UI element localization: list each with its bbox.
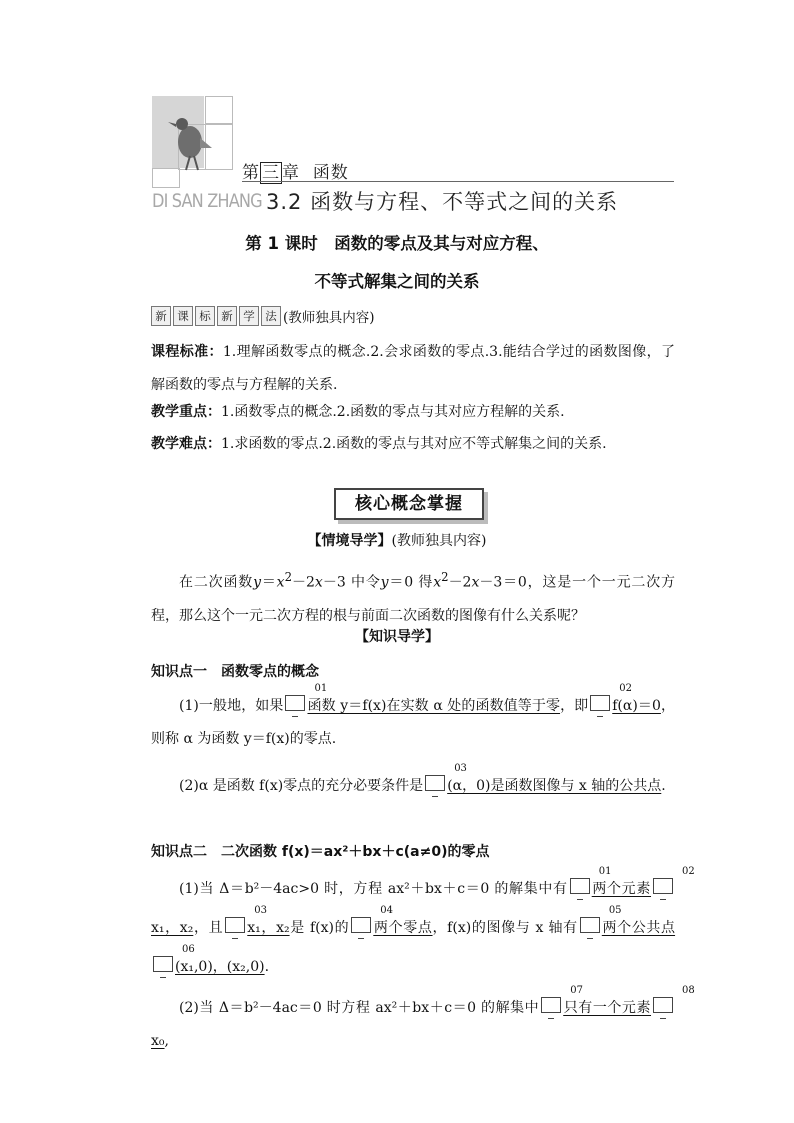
tag-char: 新 <box>217 306 237 326</box>
situation-note: (教师独具内容) <box>391 533 487 549</box>
blank-number: 06 <box>182 944 195 955</box>
chapter-suffix: 章 <box>282 163 300 183</box>
blank-number: 05 <box>608 905 622 916</box>
blank-number: 08 <box>682 985 695 996</box>
blank-number-box <box>225 905 267 933</box>
blank-number: 03 <box>254 905 267 916</box>
kp2-answer: 两个零点 <box>373 920 433 936</box>
kp2-answer: x₀ <box>151 1033 165 1049</box>
kp2-item2 <box>151 985 695 1058</box>
kp1-text: ，则称 α 为函数 y＝f(x)的零点. <box>151 698 675 747</box>
kp2-title <box>151 836 675 869</box>
chapter-prefix: 第 <box>242 163 260 183</box>
difficulty-text: 1.求函数的零点.2.函数的零点与其对应不等式解集之间的关系. <box>221 436 607 452</box>
kp1-text: . <box>661 778 666 794</box>
kp1-text: (2)α 是函数 f(x)零点的充分必要条件是 <box>179 778 424 794</box>
blank-number-box <box>425 763 467 791</box>
standards-label: 课程标准： <box>151 344 223 360</box>
chapter-name: 函数 <box>312 163 349 183</box>
blank-number: 01 <box>314 683 328 694</box>
blank-number-box <box>285 683 328 711</box>
kp2-answer: (x₁,0)，(x₂,0) <box>175 959 265 975</box>
blank-number: 07 <box>570 985 583 996</box>
knowledge-heading-text: 【知识导学】 <box>355 629 439 645</box>
teaching-focus <box>151 396 675 429</box>
kp1-answer: 函数 y＝f(x)在实数 α 处的函数值等于零 <box>307 698 561 714</box>
tag-char: 法 <box>261 306 281 326</box>
section-title: 3.2 函数与方程、不等式之间的关系 <box>266 190 619 214</box>
tag-char: 课 <box>173 306 193 326</box>
lesson-title-line2: 不等式解集之间的关系 <box>314 272 480 291</box>
chapter-number: 三 <box>262 163 280 183</box>
blank-number: 01 <box>598 866 612 877</box>
situation-paragraph: 在二次函数$y=x^2-2x-3$ 中令y＝0 得$x^2-2x-3=0$，这是一个一元二次方程，那么这个一元二次方程的根与前面二次函数的图像有什么关系呢？ <box>151 570 676 624</box>
kp2-answer: x₁，x₂ <box>151 920 194 936</box>
kp2-text: ，f(x)的图像与 x 轴有 <box>432 920 578 936</box>
kp2-title-text: 知识点二 二次函数 f(x)＝ax²＋bx＋c(a≠0)的零点 <box>151 844 490 860</box>
blank-number-box <box>580 905 622 933</box>
difficulty-label: 教学难点： <box>151 436 221 452</box>
blank-number-box <box>351 905 394 933</box>
tag-char: 标 <box>195 306 215 326</box>
blank-number-box <box>153 944 195 972</box>
focus-text: 1.函数零点的概念.2.函数的零点与其对应方程解的关系. <box>221 404 565 420</box>
teaching-difficulty <box>151 428 675 461</box>
kp2-text: , <box>164 1033 169 1049</box>
tag-char: 学 <box>239 306 259 326</box>
kp2-text: (1)当 Δ＝b²－4ac>0 时，方程 ax²＋bx＋c＝0 的解集中有 <box>179 881 568 897</box>
blank-number: 02 <box>619 683 632 694</box>
kp1-answer: f(α)＝0 <box>612 698 661 714</box>
kp2-text: 是 f(x)的 <box>289 920 350 936</box>
tag-note: (教师独具内容) <box>283 310 375 326</box>
kp1-item2 <box>151 763 675 803</box>
blank-number-box <box>653 866 695 894</box>
standards-text: 1.理解函数零点的概念.2.会求函数的零点.3.能结合学过的函数图像，了解函数的零点与方程解的关系. <box>151 344 675 393</box>
kp2-text: . <box>264 959 270 975</box>
blank-number: 02 <box>682 866 695 877</box>
blank-number: 03 <box>454 763 467 774</box>
kp1-answer: (α，0)是函数图像与 x 轴的公共点 <box>447 778 662 794</box>
kp1-text: ，即 <box>560 698 589 714</box>
blank-number-box <box>541 985 583 1013</box>
lesson-title-line1: 第 1 课时 函数的零点及其与对应方程、 <box>245 234 549 253</box>
blank-number: 04 <box>380 905 394 916</box>
situation-heading <box>0 530 794 550</box>
kp2-text: ，且 <box>193 920 224 936</box>
blank-number-box <box>570 866 612 894</box>
tag-char: 新 <box>151 306 171 326</box>
teacher-tag-row <box>151 306 375 326</box>
chapter-divider <box>242 181 674 182</box>
chapter-pinyin: DI SAN ZHANG <box>152 190 262 212</box>
kp2-item1 <box>151 866 695 987</box>
situation-heading-text: 【情境导学】 <box>307 533 392 549</box>
core-concept-box: 核心概念掌握 <box>334 488 484 520</box>
kp2-answer: 两个元素 <box>591 881 652 897</box>
blank-number-box <box>590 683 632 711</box>
chapter-title <box>242 158 349 183</box>
knowledge-heading <box>0 626 794 646</box>
kp2-answer: 两个公共点 <box>601 920 676 936</box>
bird-illustration-icon <box>160 108 220 174</box>
situation-text: ，这是一个一元二次方程，那么这个一元二次方程的根与前面二次函数的图像有什么关系呢？ <box>151 574 676 624</box>
kp2-answer: x₁，x₂ <box>247 920 290 936</box>
kp2-text: (2)当 Δ＝b²－4ac＝0 时方程 ax²＋bx＋c＝0 的解集中 <box>179 1000 540 1016</box>
situation-text: 在二次函数 <box>179 574 254 591</box>
situation-text: 得 <box>418 574 434 591</box>
kp2-answer: 只有一个元素 <box>563 1000 652 1016</box>
focus-label: 教学重点： <box>151 404 221 420</box>
kp1-text: (1)一般地，如果 <box>179 698 284 714</box>
kp1-item1 <box>151 683 675 756</box>
blank-number-box <box>653 985 695 1013</box>
kp1-title-text: 知识点一 函数零点的概念 <box>151 664 319 680</box>
situation-text: 中令 <box>351 574 381 591</box>
course-standards <box>151 336 675 402</box>
